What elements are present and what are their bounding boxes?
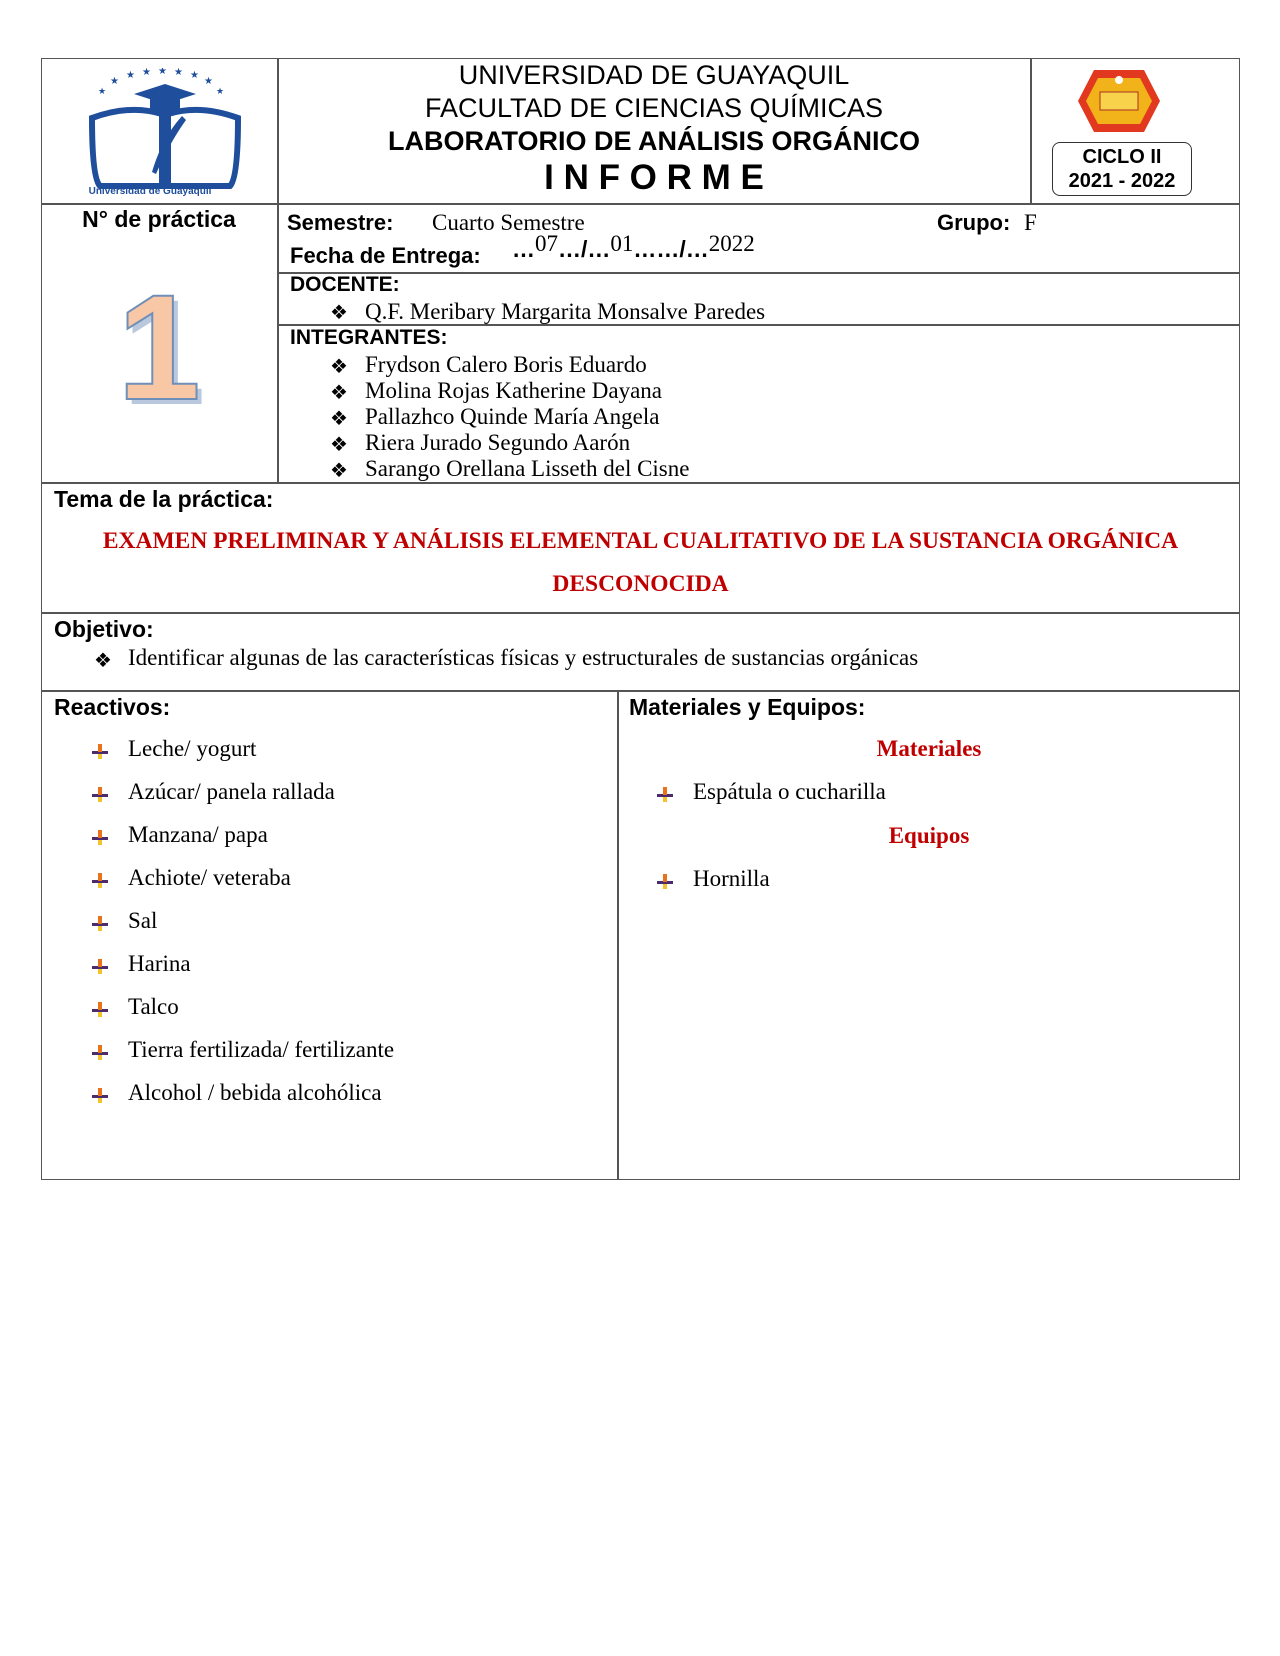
diamond-bullet-icon: ❖ bbox=[330, 434, 348, 456]
reactivo-item: Talco bbox=[128, 994, 179, 1019]
faculty-emblem-icon bbox=[1078, 70, 1160, 132]
reactivo-item: Sal bbox=[128, 908, 158, 933]
materiales-equipos-label: Materiales y Equipos: bbox=[629, 694, 866, 720]
faculty-name: FACULTAD DE CIENCIAS QUÍMICAS bbox=[424, 93, 884, 123]
divider bbox=[278, 272, 1240, 274]
report-type: I N F O R M E bbox=[544, 158, 764, 197]
svg-text:★: ★ bbox=[174, 68, 183, 78]
divider bbox=[41, 482, 1240, 484]
svg-text:★: ★ bbox=[204, 76, 213, 87]
university-logo-icon bbox=[70, 68, 260, 200]
diamond-bullet-icon: ❖ bbox=[330, 460, 348, 482]
divider bbox=[41, 690, 1240, 692]
integrante-item: Frydson Calero Boris Eduardo bbox=[365, 352, 647, 377]
practice-number-label: N° de práctica bbox=[82, 206, 236, 232]
integrante-item: Pallazhco Quinde María Angela bbox=[365, 404, 660, 429]
svg-text:★: ★ bbox=[126, 70, 135, 81]
divider bbox=[41, 203, 1240, 205]
semestre-value: Cuarto Semestre bbox=[432, 210, 585, 235]
fecha-day: 07 bbox=[535, 231, 558, 256]
fecha-year: 2022 bbox=[708, 231, 755, 256]
fecha-dots: … bbox=[512, 236, 535, 262]
diamond-bullet-icon: ❖ bbox=[330, 382, 348, 404]
semestre-label: Semestre: bbox=[287, 210, 394, 235]
arrow-bullet-icon bbox=[91, 1043, 109, 1061]
fecha-value bbox=[512, 231, 755, 270]
practice-number: 1 bbox=[117, 263, 201, 431]
cycle-years: 2021 - 2022 bbox=[1068, 170, 1176, 192]
integrante-item: Molina Rojas Katherine Dayana bbox=[365, 378, 662, 403]
docente-label: DOCENTE: bbox=[290, 273, 400, 296]
divider bbox=[617, 690, 619, 1180]
fecha-dots: ……/… bbox=[633, 236, 709, 262]
diamond-bullet-icon: ❖ bbox=[330, 356, 348, 378]
arrow-bullet-icon bbox=[91, 828, 109, 846]
cycle-label: CICLO II bbox=[1082, 146, 1162, 168]
diamond-bullet-icon: ❖ bbox=[94, 650, 112, 672]
objetivo-label: Objetivo: bbox=[54, 616, 154, 642]
reactivos-label: Reactivos: bbox=[54, 694, 171, 720]
tema-label: Tema de la práctica: bbox=[54, 486, 274, 512]
reactivo-item: Achiote/ veteraba bbox=[128, 865, 291, 890]
fecha-dots: …/… bbox=[558, 236, 611, 262]
grupo-label: Grupo: bbox=[937, 210, 1011, 235]
arrow-bullet-icon bbox=[656, 872, 674, 890]
svg-text:★: ★ bbox=[142, 68, 151, 78]
tema-title-line1: EXAMEN PRELIMINAR Y ANÁLISIS ELEMENTAL CUALITATIVO DE LA SUSTANCIA ORGÁNICA bbox=[102, 528, 1179, 554]
svg-text:★: ★ bbox=[98, 87, 107, 97]
equipos-heading: Equipos bbox=[888, 823, 970, 848]
material-item: Espátula o cucharilla bbox=[693, 779, 886, 804]
grupo-value: F bbox=[1024, 210, 1037, 235]
fecha-month: 01 bbox=[610, 231, 634, 256]
faculty-emblem bbox=[1078, 70, 1160, 132]
university-logo bbox=[70, 68, 260, 200]
svg-text:★: ★ bbox=[158, 68, 167, 77]
cycle-box bbox=[1052, 142, 1192, 196]
svg-text:★: ★ bbox=[216, 87, 225, 97]
integrantes-label: INTEGRANTES: bbox=[290, 326, 448, 349]
arrow-bullet-icon bbox=[91, 742, 109, 760]
lab-name: LABORATORIO DE ANÁLISIS ORGÁNICO bbox=[387, 126, 920, 156]
materiales-heading: Materiales bbox=[876, 736, 982, 761]
arrow-bullet-icon bbox=[91, 957, 109, 975]
tema-title-line2: DESCONOCIDA bbox=[552, 571, 729, 597]
diamond-bullet-icon: ❖ bbox=[330, 408, 348, 430]
equipo-item: Hornilla bbox=[693, 866, 770, 891]
reactivo-item: Harina bbox=[128, 951, 191, 976]
arrow-bullet-icon bbox=[91, 1000, 109, 1018]
reactivo-item: Leche/ yogurt bbox=[128, 736, 257, 761]
svg-text:★: ★ bbox=[190, 70, 199, 81]
university-name: UNIVERSIDAD DE GUAYAQUIL bbox=[458, 60, 850, 90]
logo-caption: Universidad de Guayaquil bbox=[88, 186, 212, 197]
integrante-item: Riera Jurado Segundo Aarón bbox=[365, 430, 631, 455]
diamond-bullet-icon: ❖ bbox=[330, 302, 348, 324]
divider bbox=[41, 612, 1240, 614]
reactivo-item: Azúcar/ panela rallada bbox=[128, 779, 335, 804]
arrow-bullet-icon bbox=[91, 785, 109, 803]
divider bbox=[1030, 58, 1032, 203]
arrow-bullet-icon bbox=[656, 785, 674, 803]
fecha-label: Fecha de Entrega: bbox=[290, 243, 481, 268]
reactivo-item: Tierra fertilizada/ fertilizante bbox=[128, 1037, 395, 1062]
arrow-bullet-icon bbox=[91, 914, 109, 932]
arrow-bullet-icon bbox=[91, 871, 109, 889]
reactivo-item: Manzana/ papa bbox=[128, 822, 268, 847]
reactivo-item: Alcohol / bebida alcohólica bbox=[128, 1080, 382, 1105]
arrow-bullet-icon bbox=[91, 1086, 109, 1104]
svg-text:★: ★ bbox=[110, 76, 119, 87]
integrante-item: Sarango Orellana Lisseth del Cisne bbox=[365, 456, 690, 481]
docente-name: Q.F. Meribary Margarita Monsalve Paredes bbox=[365, 299, 766, 324]
objetivo-text: Identificar algunas de las características físicas y estructurales de sustancias orgánicas bbox=[128, 645, 919, 670]
